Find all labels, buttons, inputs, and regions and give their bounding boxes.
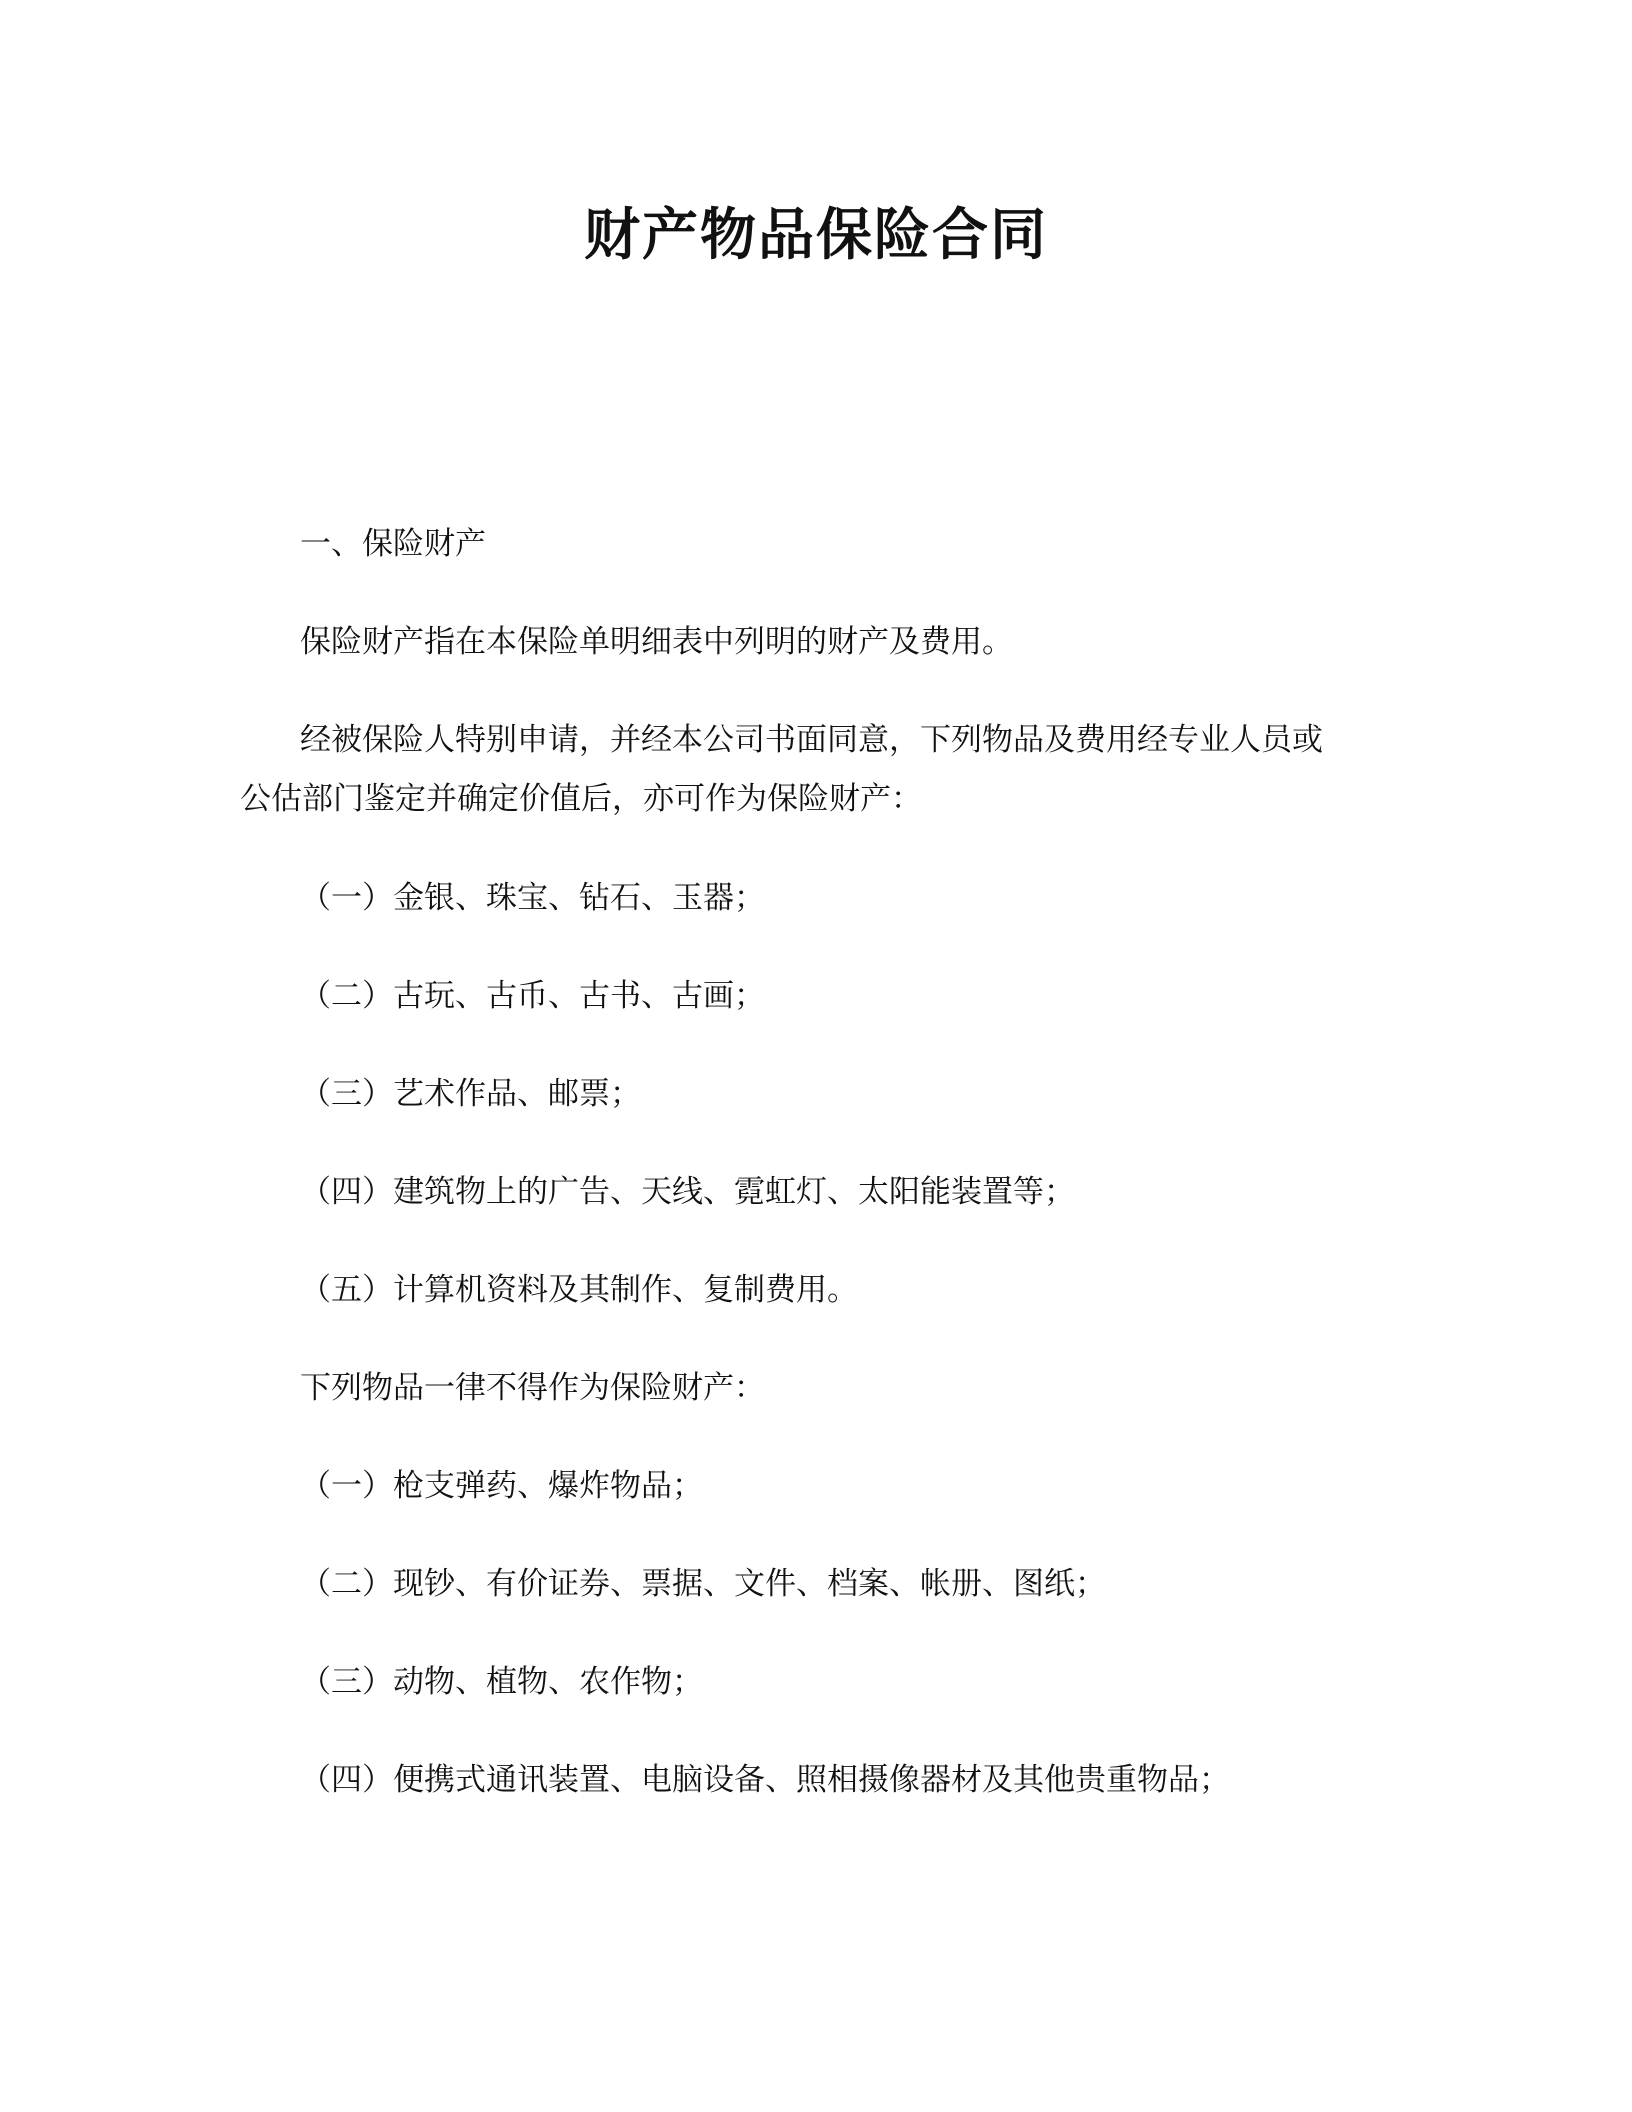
list-item: （一）金银、珠宝、钻石、玉器； (300, 880, 765, 916)
paragraph: 下列物品一律不得作为保险财产： (300, 1370, 765, 1406)
list-item: （五）计算机资料及其制作、复制费用。 (300, 1272, 858, 1308)
list-item: （二）现钞、有价证券、票据、文件、档案、帐册、图纸； (300, 1566, 1106, 1602)
list-item: （三）艺术作品、邮票； (300, 1076, 641, 1112)
list-item: （一）枪支弹药、爆炸物品； (300, 1468, 703, 1504)
document-title: 财产物品保险合同 (584, 203, 1048, 268)
list-item: （二）古玩、古币、古书、古画； (300, 978, 765, 1014)
list-item: （三）动物、植物、农作物； (300, 1664, 703, 1700)
list-item: （四）便携式通讯装置、电脑设备、照相摄像器材及其他贵重物品； (300, 1762, 1230, 1798)
paragraph-line: 公估部门鉴定并确定价值后，亦可作为保险财产： (240, 781, 922, 817)
paragraph: 保险财产指在本保险单明细表中列明的财产及费用。 (300, 624, 1013, 660)
paragraph-line: 经被保险人特别申请，并经本公司书面同意，下列物品及费用经专业人员或 (300, 722, 1323, 758)
list-item: （四）建筑物上的广告、天线、霓虹灯、太阳能装置等； (300, 1174, 1075, 1210)
section-heading: 一、保险财产 (300, 526, 486, 562)
